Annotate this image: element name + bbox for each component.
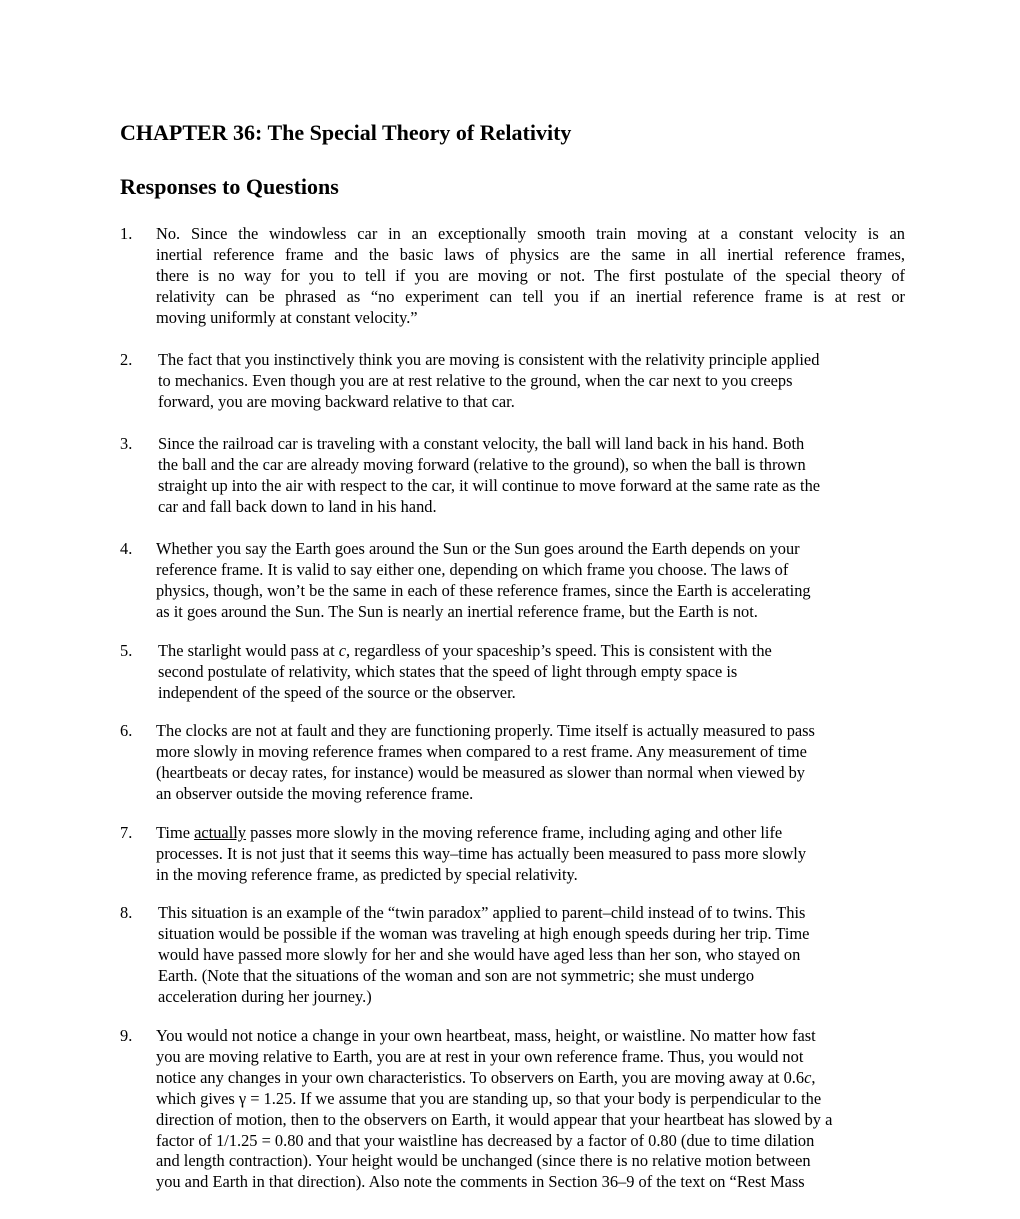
text-line [156,1068,905,1089]
text-line: as it goes around the Sun. The Sun is nearly an inertial reference frame, but the Earth is not. [156,601,758,621]
text-line: second postulate of relativity, which states that the speed of light through empty space is [158,661,738,681]
item-number: 6. [120,721,133,740]
text-line: factor of 1/1.25 = 0.80 and that your waistline has decreased by a factor of 0.80 (due to time dilation [156,1130,815,1150]
item-text [158,641,905,704]
text-line: situation would be possible if the woman was traveling at high enough speeds during her trip. Time [158,923,810,943]
text-line: The clocks are not at fault and they are functioning properly. Time itself is actually measured to pass [156,721,815,740]
text-line: acceleration during her journey.) [158,986,372,1006]
text-line: in the moving reference frame, as predicted by special relativity. [156,864,578,884]
item-text [156,224,905,329]
text-run: , regardless of your spaceship’s speed. This is consistent with the [346,641,772,660]
text-line: more slowly in moving reference frames when compared to a rest frame. Any measurement of time [156,741,807,761]
text-line: relativity can be phrased as “no experiment can tell you if an inertial reference frame is at rest or [156,286,905,306]
chapter-title: CHAPTER 36: The Special Theory of Relativity [120,120,572,145]
item-text [158,903,905,1008]
item-number: 8. [120,903,133,922]
text-line: You would not notice a change in your own heartbeat, mass, height, or waistline. No matter how fast [156,1026,816,1045]
text-line: (heartbeats or decay rates, for instance) would be measured as slower than normal when viewed by [156,762,806,782]
item-text [158,350,905,413]
text-line [156,823,905,844]
text-line: car and fall back down to land in his hand. [158,496,437,516]
text-line: the ball and the car are already moving forward (relative to the ground), so when the ball is thrown [158,454,806,474]
text-line: to mechanics. Even though you are at rest relative to the ground, when the car next to you creeps [158,370,793,390]
section-title: Responses to Questions [120,174,339,199]
text-line: and length contraction). Your height would be unchanged (since there is no relative motion between [156,1151,811,1171]
item-number: 4. [120,539,133,558]
underlined-word: actually [194,823,247,842]
item-text [156,539,905,623]
text-line: No. Since the windowless car in an exceptionally smooth train moving at a constant velocity is an [156,224,905,243]
text-line: inertial reference frame and the basic laws of physics are the same in all inertial reference frames, [156,244,905,264]
text-line: you and Earth in that direction). Also note the comments in Section 36–9 of the text on “Rest Mass [156,1172,805,1192]
text-line: reference frame. It is valid to say either one, depending on which frame you choose. The laws of [156,559,789,579]
text-line: an observer outside the moving reference frame. [156,783,474,803]
text-line: processes. It is not just that it seems this way–time has actually been measured to pass more slowly [156,843,807,863]
text-run: passes more slowly in the moving reference frame, including aging and other life [246,823,783,842]
speed-of-light-symbol: c [804,1067,812,1087]
text-line: Since the railroad car is traveling with a constant velocity, the ball will land back in his hand. Both [158,434,805,453]
text-line: you are moving relative to Earth, you are at rest in your own reference frame. Thus, you would not [156,1046,804,1066]
item-number: 3. [120,434,133,453]
item-text [156,823,905,886]
item-text [156,721,905,805]
text-line: direction of motion, then to the observers on Earth, it would appear that your heartbeat has slowed by a [156,1109,833,1129]
text-line: moving uniformly at constant velocity.” [156,307,418,327]
text-line: Earth. (Note that the situations of the woman and son are not symmetric; she must undergo [158,965,755,985]
text-line: This situation is an example of the “twin paradox” applied to parent–child instead of to twins. This [158,903,806,922]
item-number: 9. [120,1026,133,1045]
item-number: 5. [120,641,133,660]
text-run: notice any changes in your own characteristics. To observers on Earth, you are moving away at 0.6 [156,1067,805,1087]
speed-of-light-symbol: c [338,641,347,660]
text-line: forward, you are moving backward relative to that car. [158,391,515,411]
text-line: there is no way for you to tell if you are moving or not. The first postulate of the special theory of [156,265,905,285]
item-number: 2. [120,350,133,369]
item-number: 7. [120,823,133,842]
text-line [158,641,905,662]
text-line: Whether you say the Earth goes around the Sun or the Sun goes around the Earth depends on your [156,539,800,558]
item-text [158,434,905,518]
text-line: would have passed more slowly for her and she would have aged less than her son, who stayed on [158,944,801,964]
text-line: which gives γ = 1.25. If we assume that you are standing up, so that your body is perpendicular to the [156,1088,822,1108]
text-line: independent of the speed of the source or the observer. [158,682,516,702]
item-number: 1. [120,224,133,243]
text-run: The starlight would pass at [158,641,339,660]
item-text [156,1026,905,1193]
text-run: Time [156,823,195,842]
text-line: The fact that you instinctively think you are moving is consistent with the relativity principle applied [158,350,820,369]
text-line: straight up into the air with respect to the car, it will continue to move forward at the same rate as the [158,475,821,495]
text-line: physics, though, won’t be the same in each of these reference frames, since the Earth is accelerating [156,580,811,600]
text-run: , [811,1067,816,1087]
